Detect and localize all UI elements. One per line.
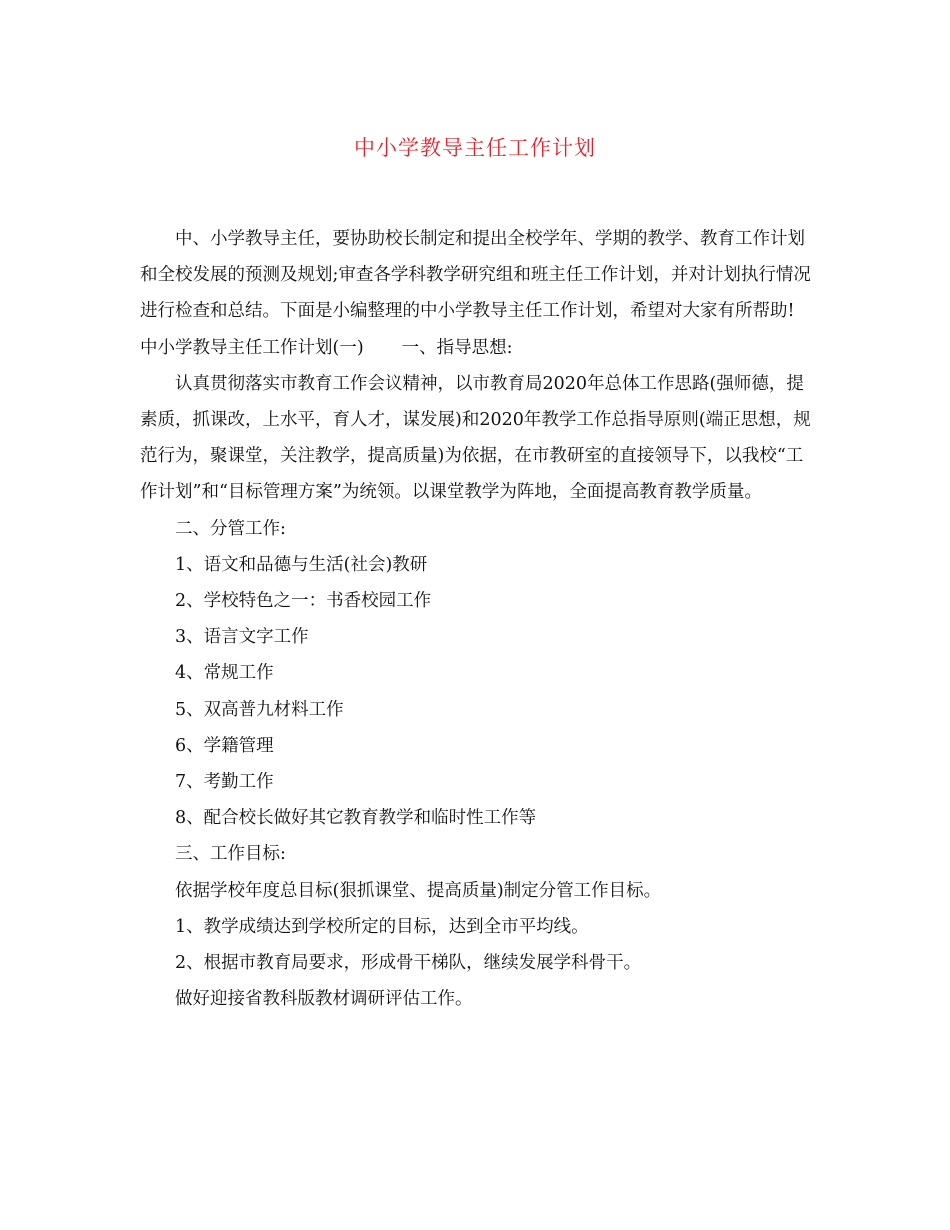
goal-intro: 依据学校年度总目标(狠抓课堂、提高质量)制定分管工作目标。 (175, 880, 662, 901)
duty-item: 6、学籍管理 (175, 735, 274, 756)
plan-heading: 中小学教导主任工作计划(一) (140, 337, 364, 358)
document-title: 中小学教导主任工作计划 (354, 136, 596, 160)
section2-heading: 二、分管工作: (175, 518, 286, 539)
duty-item: 8、配合校长做好其它教育教学和临时性工作等 (175, 808, 537, 829)
goal-item: 2、根据市教育局要求，形成骨干梯队，继续发展学科骨干。 (175, 953, 642, 974)
section1-heading: 一、指导思想: (401, 337, 513, 358)
duty-item: 5、双高普九材料工作 (175, 699, 344, 720)
duty-item: 4、常规工作 (175, 663, 274, 684)
goal-item: 1、教学成绩达到学校所定的目标，达到全市平均线。 (175, 916, 589, 937)
duty-item: 7、考勤工作 (175, 772, 274, 793)
intro-paragraph: 中、小学教导主任，要协助校长制定和提出全校学年、学期的教学、教育工作计划和全校发展的预测及规划;审查各学科教学研究组和班主任工作计划，并对计划执行情况进行检查和总结。下面是小编整理的中小学教导主任工作计划，希望对大家有所帮助! (140, 229, 811, 322)
closing-line: 做好迎接省教科版教材调研评估工作。 (175, 989, 473, 1010)
guiding-paragraph: 认真贯彻落实市教育工作会议精神，以市教育局2020年总体工作思路(强师德，提素质，抓课改，上水平，育人才，谋发展)和2020年教学工作总指导原则(端正思想，规范行为，聚课堂，关注教学，提高质量)为依据，在市教研室的直接领导下，以我校“工作计划”和“目标管理方案”为统领。以课堂教学为阵地，全面提高教育教学质量。 (140, 373, 811, 503)
duty-item: 1、语文和品德与生活(社会)教研 (175, 554, 428, 575)
document-body (140, 221, 815, 1017)
duty-item: 3、语言文字工作 (175, 627, 309, 648)
duty-item: 2、学校特色之一：书香校园工作 (175, 591, 432, 612)
section3-heading: 三、工作目标: (175, 844, 286, 865)
plan-heading-line (140, 330, 815, 366)
